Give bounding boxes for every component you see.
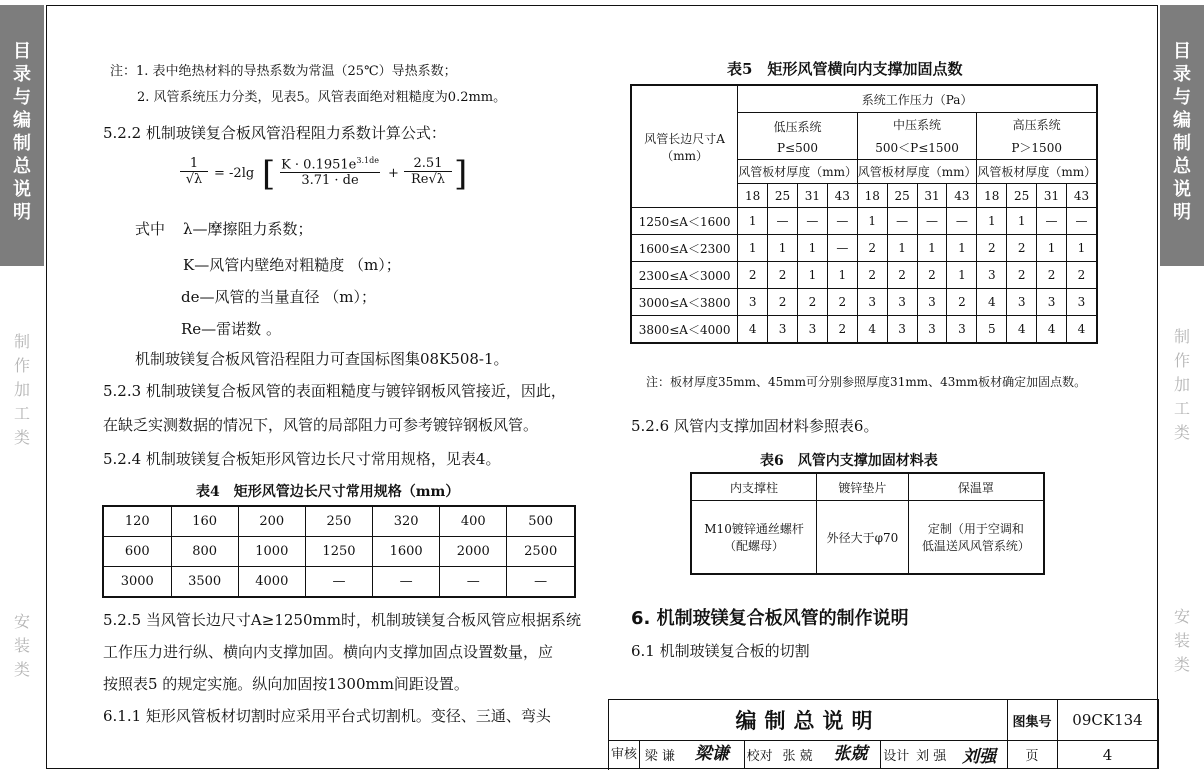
table5-cell: 4: [1037, 316, 1067, 344]
ref-08k508: 机制玻镁复合板风管沿程阻力可查国标图集08K508-1。: [135, 350, 509, 368]
note-1: 注：1. 表中绝热材料的导热系数为常温（25℃）导热系数；: [110, 64, 457, 79]
table4-row: [103, 506, 575, 537]
table5-thickness-header: 风管板材厚度（mm）: [977, 160, 1097, 184]
side-tab-char: 说: [1173, 179, 1191, 200]
side-tab-char: 制: [13, 332, 30, 351]
side-tab-left-installation[interactable]: [0, 610, 44, 682]
formula-term2-numerator: 2.51: [413, 156, 443, 171]
side-tab-char: 制: [1173, 327, 1190, 346]
table5-cell: —: [827, 235, 857, 262]
side-tab-char: 工: [13, 404, 30, 423]
formula-term2-denominator: Re√λ: [404, 171, 452, 187]
table5-note: 注：板材厚度35mm、45mm可分别参照厚度31mm、43mm板材确定加固点数。: [646, 375, 1087, 389]
checker-signature: 张兢: [820, 740, 881, 769]
side-tab-char: 类: [1173, 423, 1190, 442]
table4-cell: 1000: [238, 537, 305, 567]
check-label: 校对: [746, 749, 773, 764]
table5-cell: 1: [738, 208, 768, 235]
side-tab-char: 说: [13, 179, 31, 200]
side-tab-char: 录: [13, 64, 31, 85]
table5-cell: 1: [977, 208, 1007, 235]
formula-term1-exponent: 3.1de: [356, 156, 379, 165]
table5-thickness-value: 31: [917, 184, 947, 208]
table4-cell: 3500: [171, 567, 238, 598]
side-tab-char: 编: [1173, 110, 1191, 131]
table5-cell: 3: [768, 316, 798, 344]
table4-cell: 320: [373, 506, 440, 537]
table5-cell: 4: [857, 316, 887, 344]
side-tab-char: 与: [13, 87, 31, 108]
table5-cell: 2: [827, 289, 857, 316]
drawing-title: 编制总说明: [609, 700, 1008, 741]
table5-thickness-header: 风管板材厚度（mm）: [857, 160, 977, 184]
table5-cell: 1: [827, 262, 857, 289]
table4: [102, 505, 576, 598]
section-5-2-6: 5.2.6 风管内支撑加固材料参照表6。: [631, 417, 879, 435]
side-tab-char: 明: [1173, 202, 1191, 223]
reviewer-signature: 梁谦: [680, 740, 745, 769]
table5-pressure-header: 系统工作压力（Pa）: [738, 85, 1097, 113]
side-tab-char: 工: [1173, 399, 1190, 418]
table5-cell: 2: [1067, 262, 1098, 289]
table5-cell: —: [887, 208, 917, 235]
side-tab-char: 作: [1173, 351, 1190, 370]
side-tab-right-installation[interactable]: [1160, 605, 1204, 677]
table5-thickness-value: 18: [857, 184, 887, 208]
table5-cell: —: [1067, 208, 1098, 235]
table5-cell: 1: [797, 235, 827, 262]
table6-cell-rod: M10镀锌通丝螺杆 （配螺母）: [691, 501, 817, 575]
table5-cell: 1: [1037, 235, 1067, 262]
table5-cell: 2: [977, 235, 1007, 262]
side-tab-char: 与: [1173, 87, 1191, 108]
table5-cell: 2: [857, 235, 887, 262]
table5-thickness-value: 31: [797, 184, 827, 208]
side-tab-char: 安: [13, 612, 30, 631]
reviewer-name: 梁 谦: [644, 749, 675, 764]
table4-cell: 500: [507, 506, 575, 537]
table5-group-header: 中压系统 500＜P≤1500: [857, 113, 977, 160]
table5-cell: 1: [797, 262, 827, 289]
table5-cell: —: [947, 208, 977, 235]
table5-row: [631, 235, 1097, 262]
side-tab-char: 目: [13, 41, 31, 62]
formula-mid: = -2lg: [214, 166, 255, 181]
table5-cell: 3: [1037, 289, 1067, 316]
table5-cell: 1: [1067, 235, 1098, 262]
table5-row: [631, 208, 1097, 235]
table4-cell: 1600: [373, 537, 440, 567]
table5-cell: 4: [1067, 316, 1098, 344]
table5-thickness-value: 25: [887, 184, 917, 208]
table5-row: [631, 289, 1097, 316]
table5-cell: 3: [917, 289, 947, 316]
table5-thickness-value: 43: [947, 184, 977, 208]
table5-title: 表5 矩形风管横向内支撑加固点数: [727, 60, 963, 78]
side-tab-char: 制: [13, 133, 31, 154]
section-5-2-2-heading: 5.2.2 机制玻镁复合板风管沿程阻力系数计算公式：: [103, 124, 446, 142]
atlas-number: 09CK134: [1057, 700, 1159, 741]
table5-cell: 2: [857, 262, 887, 289]
side-tab-char: 加: [13, 380, 30, 399]
side-tab-char: 装: [1173, 631, 1190, 650]
table5-row-label: 3000≤A＜3800: [631, 289, 738, 316]
table5-thickness-value: 43: [1067, 184, 1098, 208]
table5-cell: 2: [738, 262, 768, 289]
def-de: de—风管的当量直径 （m）；: [181, 288, 376, 306]
side-tab-char: 作: [13, 356, 30, 375]
table5-cell: —: [1037, 208, 1067, 235]
signature-row: [609, 740, 1008, 769]
table5-cell: —: [797, 208, 827, 235]
table4-cell: 1250: [305, 537, 372, 567]
side-tab-left-fabrication[interactable]: [0, 330, 44, 450]
table5-cell: 1: [947, 262, 977, 289]
table5-cell: 3: [887, 316, 917, 344]
formula-plus: +: [388, 166, 399, 181]
table5-row-label: 3800≤A＜4000: [631, 316, 738, 344]
designer-signature: 刘强: [962, 747, 997, 767]
table4-cell: 2500: [507, 537, 575, 567]
section-5-2-5-line3: 按照表5 的规定实施。纵向加固按1300mm间距设置。: [103, 675, 469, 693]
table4-cell: —: [305, 567, 372, 598]
atlas-label: 图集号: [1007, 700, 1058, 741]
side-tab-char: 录: [1173, 64, 1191, 85]
table5-cell: 3: [738, 289, 768, 316]
section-5-2-3-line1: 5.2.3 机制玻镁复合板风管的表面粗糙度与镀锌钢板风管接近，因此，: [103, 382, 566, 400]
table5-cell: 3: [1067, 289, 1098, 316]
formula-term1-denominator: 3.71 · de: [280, 172, 380, 188]
table5-cell: 2: [947, 289, 977, 316]
checker-name: 张 兢: [782, 749, 813, 764]
side-tab-right-fabrication[interactable]: [1160, 325, 1204, 445]
table5-cell: 4: [977, 289, 1007, 316]
table5-cell: 3: [917, 316, 947, 344]
table5-row-label: 1250≤A＜1600: [631, 208, 738, 235]
table4-cell: —: [507, 567, 575, 598]
table5-cell: 1: [738, 235, 768, 262]
table5-group-header: 高压系统 P＞1500: [977, 113, 1097, 160]
side-tab-char: 总: [1173, 156, 1191, 177]
def-re: Re—雷诺数 。: [181, 320, 281, 338]
section-6-1: 6.1 机制玻镁复合板的切割: [631, 642, 810, 660]
table5-cell: 1: [947, 235, 977, 262]
table4-title: 表4 矩形风管边长尺寸常用规格（mm）: [196, 484, 460, 500]
table5-group-header: 低压系统 P≤500: [738, 113, 858, 160]
table5-cell: 3: [1007, 289, 1037, 316]
side-tab-char: 总: [13, 156, 31, 177]
table5-cell: 2: [917, 262, 947, 289]
table5-cell: 1: [768, 235, 798, 262]
table5-thickness-value: 18: [977, 184, 1007, 208]
formula-term1-numerator: K · 0.1951e: [281, 157, 357, 173]
table5-thickness-header: 风管板材厚度（mm）: [738, 160, 858, 184]
table5-cell: 2: [768, 289, 798, 316]
table5-thickness-value: 31: [1037, 184, 1067, 208]
table5-cell: 1: [857, 208, 887, 235]
section-6-heading: 6. 机制玻镁复合板风管的制作说明: [631, 608, 909, 629]
formula-lhs-denominator: √λ: [180, 171, 208, 187]
table6-cell-cover: 定制（用于空调和 低温送风风管系统）: [908, 501, 1044, 575]
table5-cell: 1: [887, 235, 917, 262]
table4-cell: 3000: [103, 567, 171, 598]
table5-cell: 4: [1007, 316, 1037, 344]
def-lambda: λ—摩擦阻力系数；: [183, 220, 313, 238]
table4-cell: —: [373, 567, 440, 598]
table5-cell: 2: [1037, 262, 1067, 289]
table4-row: [103, 567, 575, 598]
table4-cell: 160: [171, 506, 238, 537]
table5-cell: 1: [917, 235, 947, 262]
section-5-2-5-line1: 5.2.5 当风管长边尺寸A≥1250mm时，机制玻镁复合板风管应根据系统: [103, 611, 581, 629]
table6-cell-washer: 外径大于φ70: [817, 501, 909, 575]
table4-cell: 120: [103, 506, 171, 537]
table6: [690, 472, 1045, 575]
table5-cell: 2: [887, 262, 917, 289]
table5-cell: —: [827, 208, 857, 235]
formula-bracket-right: ]: [454, 154, 468, 194]
table5-row-header: 风管长边尺寸A （mm）: [631, 85, 738, 208]
page-label: 页: [1007, 740, 1058, 769]
design-label: 设计: [883, 749, 910, 764]
table5-cell: 2: [1007, 235, 1037, 262]
side-tab-char: 类: [1173, 655, 1190, 674]
table6-header-3: 保温罩: [908, 473, 1044, 501]
table5-row: [631, 262, 1097, 289]
table4-cell: —: [440, 567, 507, 598]
table5: [630, 84, 1098, 344]
def-k: K—风管内壁绝对粗糙度 （m）；: [183, 256, 401, 274]
where-label: 式中: [135, 220, 166, 238]
side-tab-char: 安: [1173, 607, 1190, 626]
table5-thickness-value: 25: [1007, 184, 1037, 208]
table5-cell: 3: [947, 316, 977, 344]
table5-row-label: 2300≤A＜3000: [631, 262, 738, 289]
designer-name: 刘 强: [916, 749, 947, 764]
table4-cell: 2000: [440, 537, 507, 567]
side-tab-left-contents[interactable]: [0, 5, 44, 266]
table5-cell: —: [768, 208, 798, 235]
side-tab-char: 类: [13, 660, 30, 679]
table5-row-label: 1600≤A＜2300: [631, 235, 738, 262]
table4-row: [103, 537, 575, 567]
table6-header-2: 镀锌垫片: [817, 473, 909, 501]
table5-cell: 2: [1007, 262, 1037, 289]
table5-cell: 3: [977, 262, 1007, 289]
title-block: [608, 699, 1159, 770]
table5-thickness-value: 25: [768, 184, 798, 208]
table4-cell: 400: [440, 506, 507, 537]
table5-row: [631, 316, 1097, 344]
formula-lhs-numerator: 1: [189, 156, 199, 171]
table5-cell: 2: [768, 262, 798, 289]
table5-cell: 3: [797, 316, 827, 344]
side-tab-char: 明: [13, 202, 31, 223]
side-tab-char: 类: [13, 428, 30, 447]
side-tab-char: 加: [1173, 375, 1190, 394]
table5-thickness-value: 43: [827, 184, 857, 208]
table5-cell: 3: [887, 289, 917, 316]
section-6-1-1: 6.1.1 矩形风管板材切割时应采用平台式切割机。变径、三通、弯头: [103, 707, 551, 725]
section-5-2-3-line2: 在缺乏实测数据的情况下，风管的局部阻力可参考镀锌钢板风管。: [103, 416, 539, 434]
note-2: 2. 风管系统压力分类，见表5。风管表面绝对粗糙度为0.2mm。: [137, 90, 507, 105]
table5-cell: 2: [827, 316, 857, 344]
table4-cell: 4000: [238, 567, 305, 598]
table4-cell: 600: [103, 537, 171, 567]
side-tab-char: 制: [1173, 133, 1191, 154]
table5-cell: 3: [857, 289, 887, 316]
table5-cell: 1: [1007, 208, 1037, 235]
table4-cell: 250: [305, 506, 372, 537]
side-tab-char: 装: [13, 636, 30, 655]
table6-header-1: 内支撑柱: [691, 473, 817, 501]
table5-cell: 5: [977, 316, 1007, 344]
table6-title: 表6 风管内支撑加固材料表: [760, 453, 938, 469]
section-5-2-4: 5.2.4 机制玻镁复合板矩形风管边长尺寸常用规格，见表4。: [103, 450, 501, 468]
section-5-2-5-line2: 工作压力进行纵、横向内支撑加固。横向内支撑加固点设置数量，应: [103, 643, 554, 661]
table5-cell: 2: [797, 289, 827, 316]
side-tab-char: 编: [13, 110, 31, 131]
table4-cell: 200: [238, 506, 305, 537]
table5-thickness-value: 18: [738, 184, 768, 208]
side-tab-char: 目: [1173, 41, 1191, 62]
table4-cell: 800: [171, 537, 238, 567]
table5-cell: —: [917, 208, 947, 235]
formula-bracket-left: [: [262, 154, 276, 194]
page-number: 4: [1057, 740, 1159, 769]
side-tab-right-contents[interactable]: [1160, 5, 1204, 266]
review-label: 审核: [609, 740, 640, 769]
table5-cell: 4: [738, 316, 768, 344]
